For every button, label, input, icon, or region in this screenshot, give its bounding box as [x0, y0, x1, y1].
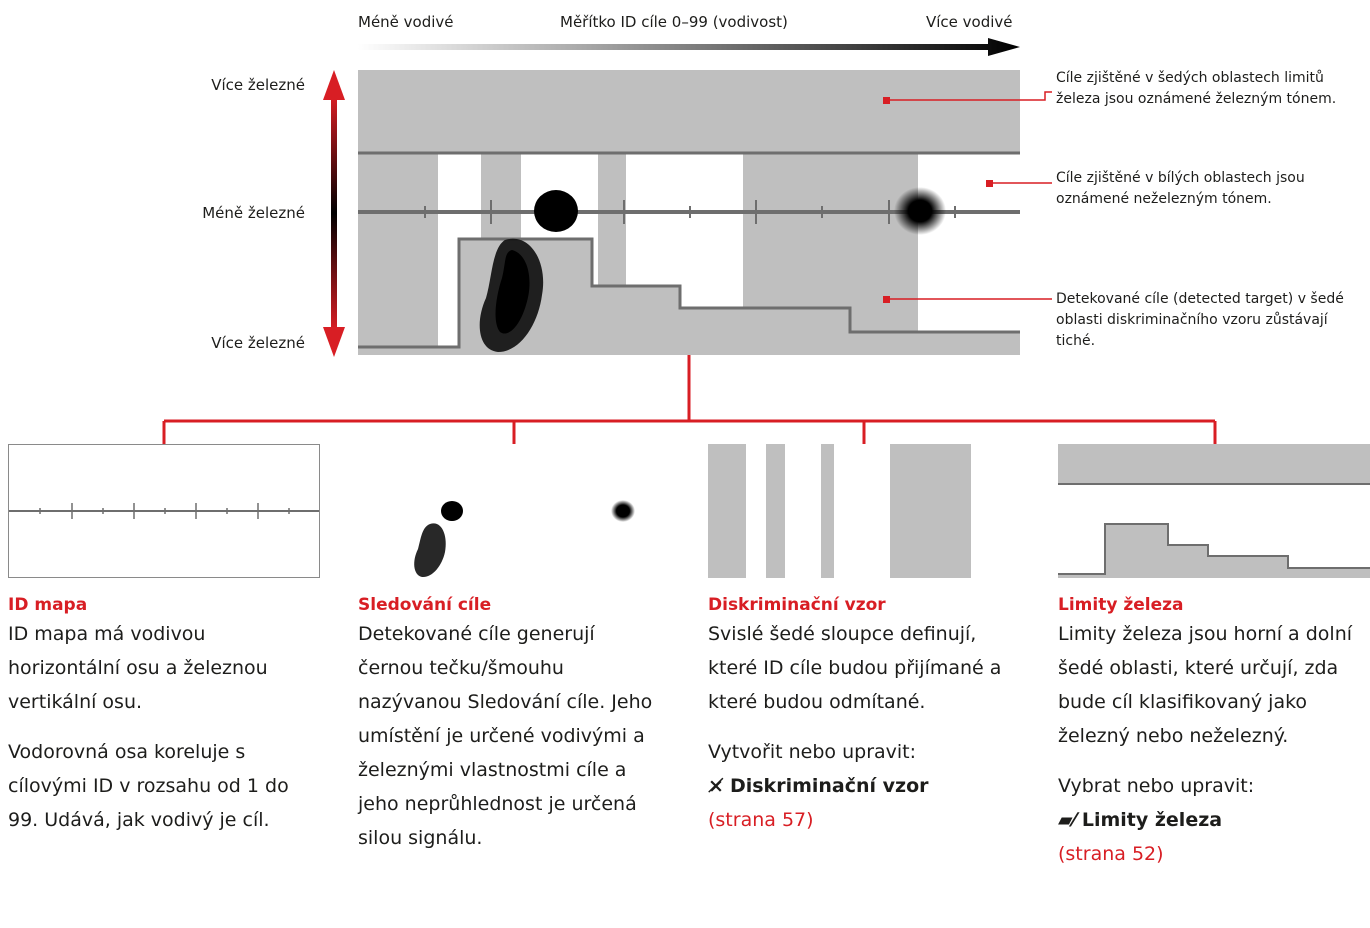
column-iron-limits: [1058, 595, 1358, 871]
action-intro: Vytvořit nebo upravit:: [708, 741, 917, 763]
column-paragraph: Detekované cíle generují černou tečku/šmouhu nazývanou Sledování cíle. Jeho umístění je určené vodivými a železnými vlastnostmi cíle a jeho neprůhlednost je určená silou signálu.: [358, 623, 653, 849]
scale-title: Měřítko ID cíle 0–99 (vodivost): [560, 13, 788, 31]
column-id-map: [8, 595, 308, 853]
column-paragraph: Vodorovná osa koreluje s cílovými ID v rozsahu od 1 do 99. Udává, jak vodivý je cíl.: [8, 741, 289, 831]
conductivity-scale-arrow: [358, 38, 1020, 56]
discrimination-icon: ⨯̸: [708, 775, 724, 797]
thumb-target-trace: [358, 444, 670, 578]
callout-white-nonferrous: Cíle zjištěné v bílých oblastech jsou oznámené neželezným tónem.: [1056, 170, 1305, 207]
callout-discrimination-silent: Detekované cíle (detected target) v šedé oblasti diskriminačního vzoru zůstávají tiché.: [1056, 291, 1344, 349]
column-title: Sledování cíle: [358, 595, 492, 615]
iron-limits-icon: ▰⁄: [1058, 809, 1076, 831]
axis-bottom-label: Více železné: [211, 334, 305, 352]
page-ref-link[interactable]: (strana 52): [1058, 843, 1164, 865]
column-title: Diskriminační vzor: [708, 595, 886, 615]
thumb-discrimination: [708, 444, 1020, 578]
axis-top-label: Více železné: [211, 76, 305, 94]
action-block: [1058, 769, 1358, 871]
action-intro: Vybrat nebo upravit:: [1058, 775, 1255, 797]
action-block: [708, 735, 1008, 837]
connector-lines: [164, 355, 1215, 444]
id-map-main: [358, 70, 1020, 355]
column-discrimination: [708, 595, 1008, 837]
thumb-iron-limits: [1058, 444, 1370, 578]
page-ref-link[interactable]: (strana 57): [708, 809, 814, 831]
column-paragraph: ID mapa má vodivou horizontální osu a železnou vertikální osu.: [8, 623, 268, 713]
thumb-id-map: [9, 445, 320, 578]
scale-right-label: Více vodivé: [926, 13, 1013, 31]
callout-gray-iron: Cíle zjištěné v šedých oblastech limitů železa jsou oznámené železným tónem.: [1056, 70, 1337, 107]
ferrous-axis-arrow: [323, 70, 345, 357]
column-paragraph: Limity železa jsou horní a dolní šedé oblasti, které určují, zda bude cíl klasifikovaný jako železný nebo neželezný.: [1058, 623, 1353, 747]
column-title: ID mapa: [8, 595, 88, 615]
column-target-trace: [358, 595, 658, 871]
column-paragraph: Svislé šedé sloupce definují, které ID cíle budou přijímané a které budou odmítané.: [708, 623, 1002, 713]
scale-left-label: Méně vodivé: [358, 13, 454, 31]
action-name: Diskriminační vzor: [729, 775, 929, 797]
column-title: Limity železa: [1058, 595, 1184, 615]
axis-middle-label: Méně železné: [202, 204, 305, 222]
action-name: Limity železa: [1081, 809, 1223, 831]
